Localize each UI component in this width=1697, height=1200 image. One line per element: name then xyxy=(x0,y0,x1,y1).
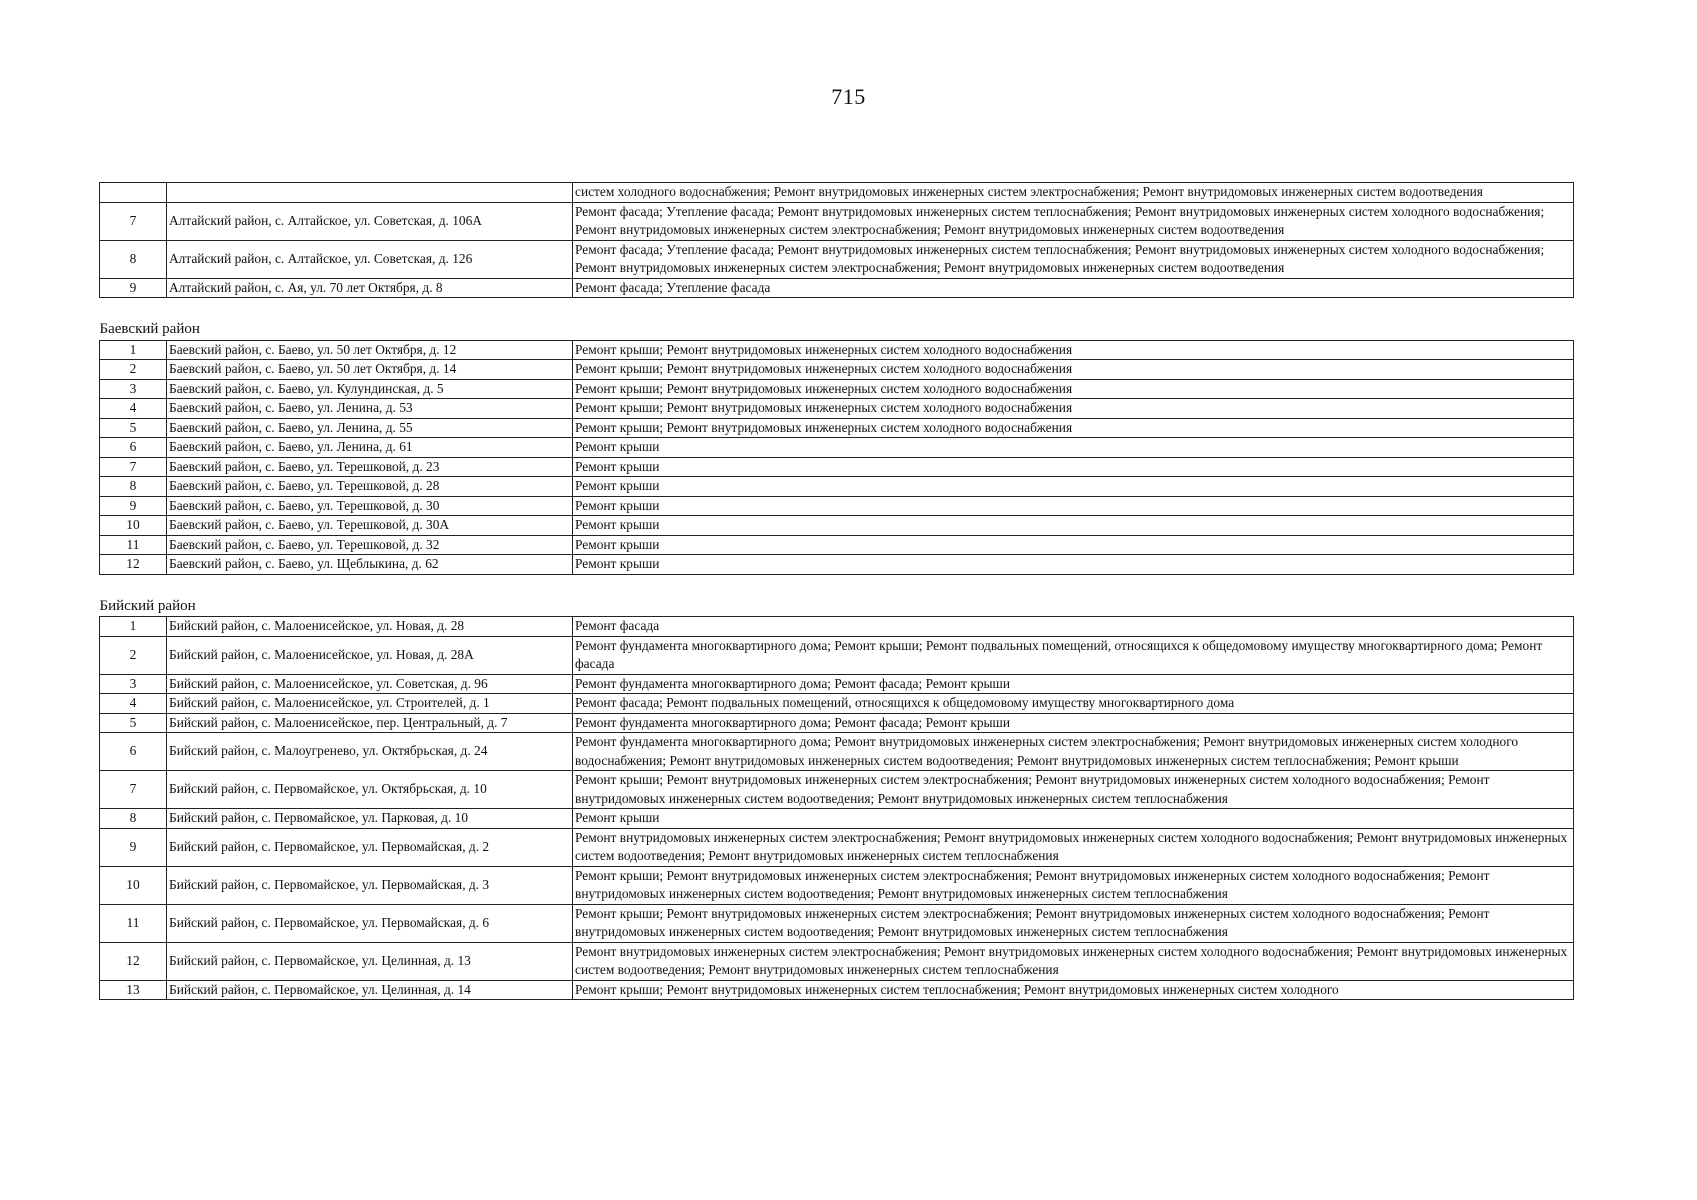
row-number: 8 xyxy=(100,477,167,497)
row-address: Бийский район, с. Первомайское, ул. Парковая, д. 10 xyxy=(167,809,573,829)
table-row xyxy=(100,399,1574,419)
row-address: Баевский район, с. Баево, ул. Терешковой, д. 23 xyxy=(167,457,573,477)
row-address: Баевский район, с. Баево, ул. Терешковой, д. 30 xyxy=(167,496,573,516)
row-works: Ремонт крыши xyxy=(573,457,1574,477)
table-row xyxy=(100,418,1574,438)
table-row-continuation xyxy=(100,183,1574,203)
row-works: Ремонт фасада; Утепление фасада; Ремонт внутридомовых инженерных систем теплоснабжения; Ремонт внутридомовых инженерных систем холодного водоснабжения; Ремонт внутридомовых инженерных систем электроснабжения; Ремонт внутридомовых инженерных систем водоотведения xyxy=(573,202,1574,240)
row-works: Ремонт крыши xyxy=(573,477,1574,497)
table-body xyxy=(100,183,1574,1000)
table-row xyxy=(100,636,1574,674)
row-number: 6 xyxy=(100,438,167,458)
row-works: Ремонт крыши xyxy=(573,516,1574,536)
table-row xyxy=(100,457,1574,477)
row-works: Ремонт фасада; Ремонт подвальных помещений, относящихся к общедомовому имуществу многоквартирного дома xyxy=(573,694,1574,714)
row-address: Баевский район, с. Баево, ул. Ленина, д. 55 xyxy=(167,418,573,438)
table-row xyxy=(100,904,1574,942)
row-number: 6 xyxy=(100,733,167,771)
row-works: Ремонт фасада; Утепление фасада xyxy=(573,278,1574,298)
row-address: Алтайский район, с. Алтайское, ул. Советская, д. 106А xyxy=(167,202,573,240)
row-works: Ремонт крыши; Ремонт внутридомовых инженерных систем электроснабжения; Ремонт внутридомовых инженерных систем холодного водоснабжения; Ремонт внутридомовых инженерных систем водоотведения; Ремонт внутридомовых инженерных систем теплоснабжения xyxy=(573,771,1574,809)
row-works: Ремонт крыши xyxy=(573,809,1574,829)
row-address: Баевский район, с. Баево, ул. 50 лет Октября, д. 14 xyxy=(167,360,573,380)
row-address: Бийский район, с. Малоенисейское, пер. Центральный, д. 7 xyxy=(167,713,573,733)
row-number xyxy=(100,183,167,203)
row-number: 5 xyxy=(100,713,167,733)
row-number: 7 xyxy=(100,202,167,240)
table-row xyxy=(100,438,1574,458)
row-works: Ремонт крыши xyxy=(573,535,1574,555)
row-number: 7 xyxy=(100,771,167,809)
row-number: 7 xyxy=(100,457,167,477)
row-number: 11 xyxy=(100,904,167,942)
row-works: Ремонт крыши xyxy=(573,438,1574,458)
row-number: 12 xyxy=(100,942,167,980)
table-row xyxy=(100,360,1574,380)
row-address: Бийский район, с. Первомайское, ул. Первомайская, д. 2 xyxy=(167,828,573,866)
row-works: Ремонт фундамента многоквартирного дома; Ремонт внутридомовых инженерных систем электроснабжения; Ремонт внутридомовых инженерных систем холодного водоснабжения; Ремонт внутридомовых инженерных систем водоотведения; Ремонт внутридомовых инженерных систем теплоснабжения; Ремонт крыши xyxy=(573,733,1574,771)
district-heading: Бийский район xyxy=(100,574,1574,617)
table-row xyxy=(100,694,1574,714)
row-works: Ремонт крыши; Ремонт внутридомовых инженерных систем электроснабжения; Ремонт внутридомовых инженерных систем холодного водоснабжения; Ремонт внутридомовых инженерных систем водоотведения; Ремонт внутридомовых инженерных систем теплоснабжения xyxy=(573,904,1574,942)
row-number: 2 xyxy=(100,636,167,674)
table-row xyxy=(100,496,1574,516)
table-row xyxy=(100,713,1574,733)
row-works: Ремонт фундамента многоквартирного дома; Ремонт фасада; Ремонт крыши xyxy=(573,713,1574,733)
row-address: Бийский район, с. Первомайское, ул. Октябрьская, д. 10 xyxy=(167,771,573,809)
row-number: 9 xyxy=(100,278,167,298)
row-address: Бийский район, с. Малоенисейское, ул. Новая, д. 28 xyxy=(167,617,573,637)
district-heading-row xyxy=(100,574,1574,617)
row-address: Алтайский район, с. Алтайское, ул. Советская, д. 126 xyxy=(167,240,573,278)
table-row xyxy=(100,240,1574,278)
page-number: 715 xyxy=(831,84,866,109)
table-row xyxy=(100,980,1574,1000)
row-number: 11 xyxy=(100,535,167,555)
row-number: 13 xyxy=(100,980,167,1000)
row-address: Баевский район, с. Баево, ул. Щеблыкина, д. 62 xyxy=(167,555,573,575)
row-address: Баевский район, с. Баево, ул. Терешковой, д. 30А xyxy=(167,516,573,536)
row-number: 1 xyxy=(100,617,167,637)
row-number: 9 xyxy=(100,496,167,516)
table-row xyxy=(100,555,1574,575)
table-row xyxy=(100,942,1574,980)
repair-table-sheet xyxy=(99,182,1573,1000)
row-works: Ремонт крыши; Ремонт внутридомовых инженерных систем теплоснабжения; Ремонт внутридомовых инженерных систем холодного xyxy=(573,980,1574,1000)
row-address: Баевский район, с. Баево, ул. Терешковой, д. 32 xyxy=(167,535,573,555)
row-number: 8 xyxy=(100,240,167,278)
row-number: 3 xyxy=(100,379,167,399)
row-number: 8 xyxy=(100,809,167,829)
row-works: Ремонт крыши xyxy=(573,555,1574,575)
table-row xyxy=(100,340,1574,360)
row-number: 2 xyxy=(100,360,167,380)
table-row xyxy=(100,828,1574,866)
table-row xyxy=(100,477,1574,497)
row-works: Ремонт фундамента многоквартирного дома; Ремонт фасада; Ремонт крыши xyxy=(573,674,1574,694)
table-row xyxy=(100,202,1574,240)
row-works: Ремонт фундамента многоквартирного дома; Ремонт крыши; Ремонт подвальных помещений, относящихся к общедомовому имуществу многоквартирного дома; Ремонт фасада xyxy=(573,636,1574,674)
table-row xyxy=(100,278,1574,298)
table-row xyxy=(100,379,1574,399)
row-number: 10 xyxy=(100,866,167,904)
row-works: Ремонт крыши xyxy=(573,496,1574,516)
row-address: Алтайский район, с. Ая, ул. 70 лет Октября, д. 8 xyxy=(167,278,573,298)
row-address: Бийский район, с. Первомайское, ул. Целинная, д. 13 xyxy=(167,942,573,980)
row-works: Ремонт фасада; Утепление фасада; Ремонт внутридомовых инженерных систем теплоснабжения; Ремонт внутридомовых инженерных систем холодного водоснабжения; Ремонт внутридомовых инженерных систем электроснабжения; Ремонт внутридомовых инженерных систем водоотведения xyxy=(573,240,1574,278)
table-row xyxy=(100,733,1574,771)
row-address: Баевский район, с. Баево, ул. Ленина, д. 61 xyxy=(167,438,573,458)
district-heading: Баевский район xyxy=(100,298,1574,341)
row-address: Баевский район, с. Баево, ул. 50 лет Октября, д. 12 xyxy=(167,340,573,360)
row-number: 3 xyxy=(100,674,167,694)
row-number: 1 xyxy=(100,340,167,360)
row-works: Ремонт внутридомовых инженерных систем электроснабжения; Ремонт внутридомовых инженерных систем холодного водоснабжения; Ремонт внутридомовых инженерных систем водоотведения; Ремонт внутридомовых инженерных систем теплоснабжения xyxy=(573,942,1574,980)
district-heading-row xyxy=(100,298,1574,341)
row-number: 4 xyxy=(100,399,167,419)
row-address xyxy=(167,183,573,203)
row-number: 12 xyxy=(100,555,167,575)
row-address: Бийский район, с. Малоенисейское, ул. Новая, д. 28А xyxy=(167,636,573,674)
table-row xyxy=(100,771,1574,809)
row-works: Ремонт внутридомовых инженерных систем электроснабжения; Ремонт внутридомовых инженерных систем холодного водоснабжения; Ремонт внутридомовых инженерных систем водоотведения; Ремонт внутридомовых инженерных систем теплоснабжения xyxy=(573,828,1574,866)
row-address: Баевский район, с. Баево, ул. Терешковой, д. 28 xyxy=(167,477,573,497)
row-works: Ремонт крыши; Ремонт внутридомовых инженерных систем холодного водоснабжения xyxy=(573,360,1574,380)
repair-table xyxy=(99,182,1574,1000)
row-address: Бийский район, с. Первомайское, ул. Целинная, д. 14 xyxy=(167,980,573,1000)
row-address: Баевский район, с. Баево, ул. Кулундинская, д. 5 xyxy=(167,379,573,399)
row-address: Бийский район, с. Первомайское, ул. Первомайская, д. 6 xyxy=(167,904,573,942)
row-address: Баевский район, с. Баево, ул. Ленина, д. 53 xyxy=(167,399,573,419)
row-address: Бийский район, с. Малоугренево, ул. Октябрьская, д. 24 xyxy=(167,733,573,771)
row-works: Ремонт крыши; Ремонт внутридомовых инженерных систем холодного водоснабжения xyxy=(573,340,1574,360)
row-works: Ремонт крыши; Ремонт внутридомовых инженерных систем холодного водоснабжения xyxy=(573,418,1574,438)
table-row xyxy=(100,866,1574,904)
table-row xyxy=(100,617,1574,637)
row-number: 4 xyxy=(100,694,167,714)
table-row xyxy=(100,809,1574,829)
row-address: Бийский район, с. Малоенисейское, ул. Советская, д. 96 xyxy=(167,674,573,694)
table-row xyxy=(100,535,1574,555)
row-works: систем холодного водоснабжения; Ремонт внутридомовых инженерных систем электроснабжения; Ремонт внутридомовых инженерных систем водоотведения xyxy=(573,183,1574,203)
row-works: Ремонт фасада xyxy=(573,617,1574,637)
table-row xyxy=(100,674,1574,694)
row-number: 9 xyxy=(100,828,167,866)
row-works: Ремонт крыши; Ремонт внутридомовых инженерных систем холодного водоснабжения xyxy=(573,399,1574,419)
table-row xyxy=(100,516,1574,536)
row-number: 5 xyxy=(100,418,167,438)
row-address: Бийский район, с. Малоенисейское, ул. Строителей, д. 1 xyxy=(167,694,573,714)
row-number: 10 xyxy=(100,516,167,536)
row-works: Ремонт крыши; Ремонт внутридомовых инженерных систем электроснабжения; Ремонт внутридомовых инженерных систем холодного водоснабжения; Ремонт внутридомовых инженерных систем водоотведения; Ремонт внутридомовых инженерных систем теплоснабжения xyxy=(573,866,1574,904)
row-address: Бийский район, с. Первомайское, ул. Первомайская, д. 3 xyxy=(167,866,573,904)
row-works: Ремонт крыши; Ремонт внутридомовых инженерных систем холодного водоснабжения xyxy=(573,379,1574,399)
